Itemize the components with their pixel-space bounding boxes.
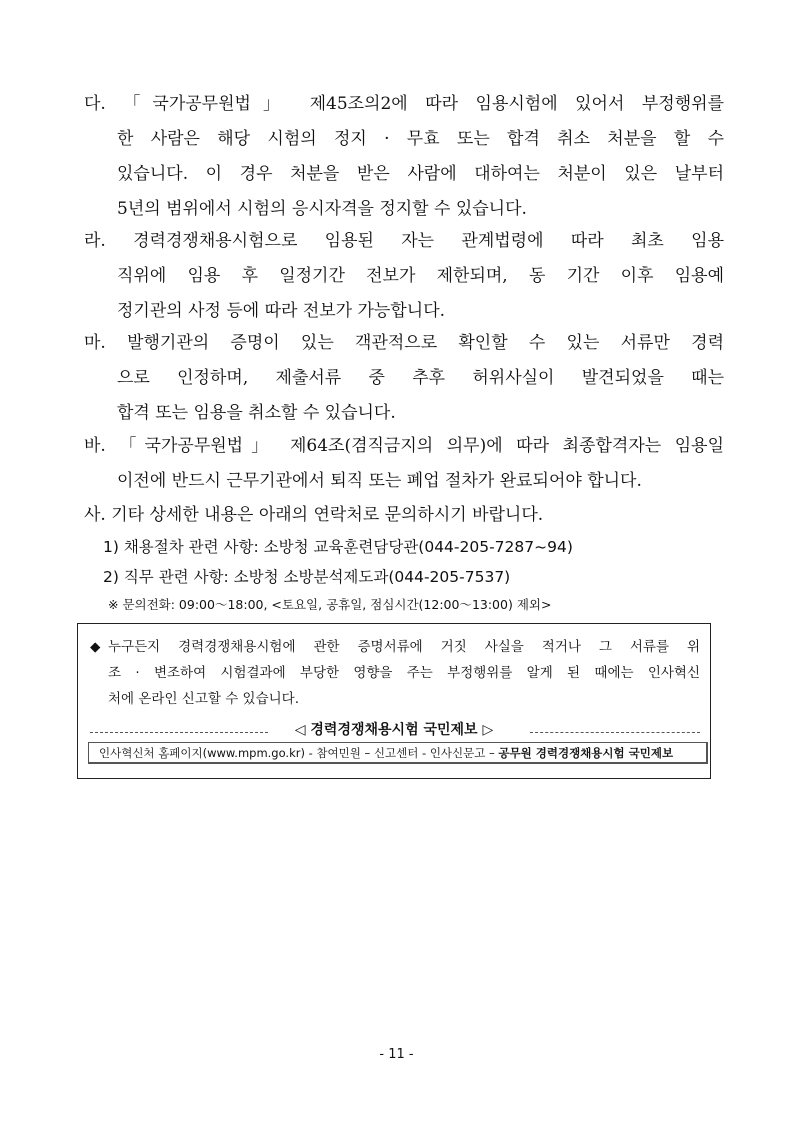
- section-ma-line-3: 합격 또는 임용을 취소할 수 있습니다.: [117, 403, 396, 423]
- page-number: - 11 -: [379, 1047, 414, 1062]
- notice-text: [90, 634, 700, 712]
- notice-line-2: 조 · 변조하여 시험결과에 부당한 영향을 주는 부정행위를 알게 된 때에는 인사혁신: [108, 665, 700, 681]
- section-da-line-4: 5년의 범위에서 시험의 응시자격을 정지할 수 있습니다.: [117, 199, 527, 219]
- section-ma-line-1: 마. 발행기관의 증명이 있는 객관적으로 확인할 수 있는 서류만 경력: [84, 333, 724, 353]
- section-sa: [84, 498, 724, 533]
- section-da-line-3: 있습니다. 이 경우 처분을 받은 사람에 대하여는 처분이 있은 날부터: [117, 164, 724, 184]
- section-ra-line-2: 직위에 임용 후 일정기간 전보가 제한되며, 동 기간 이후 임용예: [117, 266, 724, 286]
- section-ma-line-2: 으로 인정하며, 제출서류 중 추후 허위사실이 발견되었을 때는: [117, 368, 724, 388]
- report-path-bold: 공무원 경력경쟁채용시험 국민제보: [498, 746, 674, 760]
- section-ra-line-3: 정기관의 사정 등에 따라 전보가 가능합니다.: [117, 301, 446, 321]
- section-ba: [84, 429, 724, 499]
- contact-item-1: 1) 채용절차 관련 사항: 소방청 교육훈련담당관(044-205-7287~94): [103, 538, 573, 556]
- notice-line-1-text: 누구든지 경력경쟁채용시험에 관한 증명서류에 거짓 사실을 적거나 그 서류를 위: [108, 639, 700, 655]
- report-path-plain: 인사혁신처 홈페이지(www.mpm.go.kr) - 참여민원 – 신고센터 - 인사신문고 –: [99, 746, 499, 760]
- section-da-line-2: 한 사람은 해당 시험의 정지 · 무효 또는 합격 취소 처분을 할 수: [117, 129, 724, 149]
- diamond-bullet-icon: ◆: [90, 639, 101, 655]
- notice-line-1: [90, 634, 700, 660]
- section-ba-line-2: 이전에 반드시 근무기관에서 퇴직 또는 폐업 절차가 완료되어야 합니다.: [117, 471, 642, 491]
- notice-box: [77, 623, 711, 779]
- report-title: ◁ 경력경쟁채용시험 국민제보 ▷: [294, 722, 494, 738]
- contact-item-2: 2) 직무 관련 사항: 소방청 소방분석제도과(044-205-7537): [103, 568, 511, 586]
- section-ra: [84, 224, 724, 329]
- section-da-line-1: 다. 「국가공무원법」 제45조의2에 따라 임용시험에 있어서 부정행위를: [84, 94, 724, 114]
- section-sa-line: 사. 기타 상세한 내용은 아래의 연락처로 문의하시기 바랍니다.: [84, 505, 544, 525]
- contact-hours-note: ※ 문의전화: 09:00～18:00, <토요일, 공휴일, 점심시간(12:00～13:00) 제외>: [108, 597, 552, 612]
- report-path: [88, 742, 708, 764]
- section-ra-line-1: 라. 경력경쟁채용시험으로 임용된 자는 관계법령에 따라 최초 임용: [84, 231, 724, 251]
- section-da: [84, 87, 724, 227]
- notice-line-3: 처에 온라인 신고할 수 있습니다.: [108, 691, 299, 707]
- section-ma: [84, 326, 724, 431]
- section-ba-line-1: 바. 「국가공무원법」 제64조(겸직금지의 의무)에 따라 최종합격자는 임용일: [84, 436, 724, 456]
